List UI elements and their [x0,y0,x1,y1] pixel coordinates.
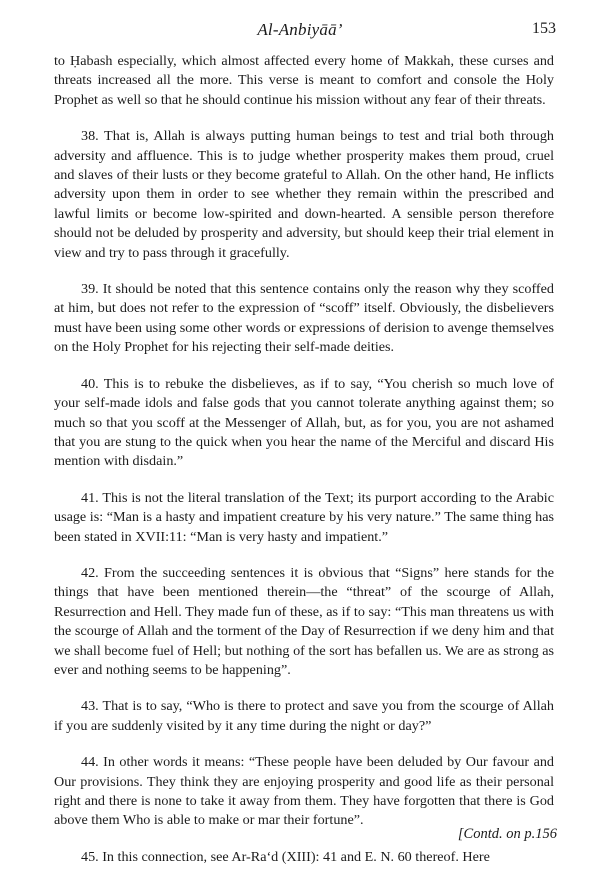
body-text [54,52,554,884]
note-39: 39. It should be noted that this sentence contains only the reason why they scoffed at him, but does not refer to the expression of “scoff” itself. Obviously, the disbelievers must have been using some other words or expressions of derision to avenge themselves on the Holy Prophet for his rejecting their self-made deities. [54,281,554,356]
note-44: 44. In other words it means: “These people have been deluded by Our favour and Our provisions. They think they are enjoying prosperity and good life as their personal right and there is none to take it away from them. They have forgotten that there is God above them Who is able to make or mar their fortune”. [54,754,554,829]
continuation-note: [Contd. on p.156 [457,826,557,842]
page-number: 153 [532,20,556,37]
running-head [40,20,560,46]
note-41: 41. This is not the literal translation of the Text; its purport according to the Arabic usage is: “Man is a hasty and impatient creature by his very nature.” The same thing has been stated in XVII:11: “Man is very hasty and impatient.” [54,489,554,545]
note-43: 43. That is to say, “Who is there to protect and save you from the scourge of Allah if you are suddenly visited by it any time during the night or day?” [54,698,554,734]
note-45: 45. In this connection, see Ar-Ra‘d (XIII): 41 and E. N. 60 thereof. Here [81,848,490,865]
running-title: Al-Anbiyāā’ [257,20,343,39]
note-38: 38. That is, Allah is always putting human beings to test and trial both through adversity and affluence. This is to judge whether prosperity makes them proud, cruel and slaves of their lusts or they become grateful to Allah. On the other hand, He inflicts adversity upon them in order to see whether they remain within the prescribed and lawful limits or become low-spirited and down-hearted. A sensible person therefore should not be deluded by prosperity and adversity, but should keep their trial element in view and try to pass through it gracefully. [54,128,554,261]
paragraph-continued: to Ḥabash especially, which almost affected every home of Makkah, these curses and threats increased all the more. This verse is meant to comfort and console the Holy Prophet as well so that he should continue his mission without any fear of their threats. [54,53,554,108]
note-42: 42. From the succeeding sentences it is obvious that “Signs” here stands for the things that have been mentioned therein—the “threat” of the scourge of Allah, Resurrection and Hell. They made fun of these, as if to say: “This man threatens us with the scourge of Allah and the torment of the Day of Resurrection if we deny him and that we shall become fuel of Hell; but nothing of the sort has befallen us. We are as strong as ever and nothing seems to be happening”. [54,564,554,678]
note-40: 40. This is to rebuke the disbelieves, as if to say, “You cherish so much love of your self-made idols and false gods that you cannot tolerate anything against them; so much so that you scoff at the Messenger of Allah, but, as for you, you are not ashamed that you are stung to the quick when you hear the name of the Merciful and discard His mention with disdain.” [54,375,554,470]
